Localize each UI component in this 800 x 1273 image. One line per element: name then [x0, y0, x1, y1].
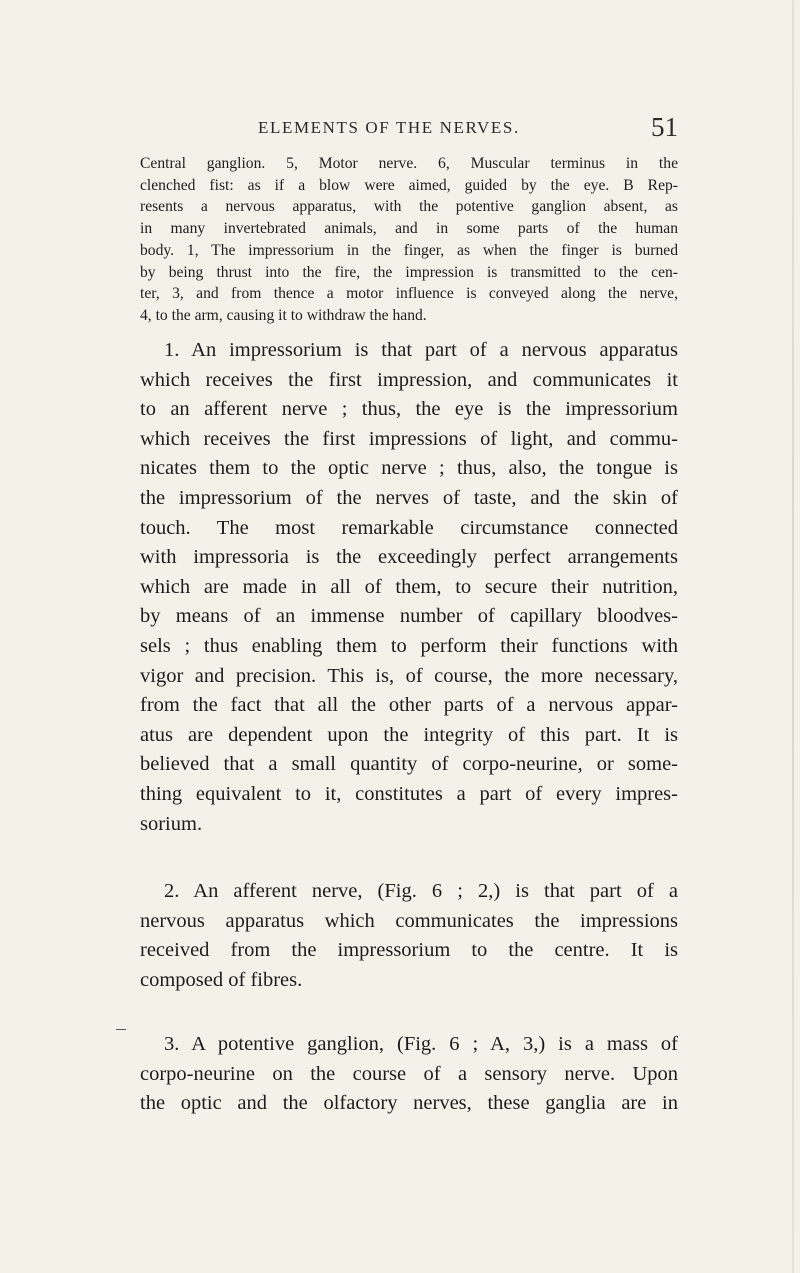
- paragraph-line: nicates them to the optic nerve ; thus, also, the tongue is: [140, 457, 678, 480]
- page-edge-shadow: [792, 0, 794, 1273]
- paragraph-line: composed of fibres.: [140, 968, 303, 991]
- paragraph-line: 2. An afferent nerve, (Fig. 6 ; 2,) is that part of a: [164, 880, 678, 902]
- caption-line: body. 1, The impressorium in the finger, as when the finger is burned: [140, 241, 678, 259]
- paragraph-line: with impressoria is the exceedingly perfect arrangements: [140, 546, 678, 569]
- paragraph-line: the impressorium of the nerves of taste, and the skin of: [140, 486, 678, 509]
- caption-line: ter, 3, and from thence a motor influence is conveyed along the nerve,: [140, 285, 678, 303]
- paragraph-line: nervous apparatus which communicates the impressions: [140, 909, 678, 932]
- paragraph-line: received from the impressorium to the centre. It is: [140, 939, 678, 962]
- caption-line: by being thrust into the fire, the impression is transmitted to the cen-: [140, 263, 678, 281]
- running-header: [140, 112, 678, 144]
- paragraph-line: sorium.: [140, 812, 203, 835]
- paragraph-line: touch. The most remarkable circumstance connected: [140, 516, 678, 539]
- caption-line: clenched fist: as if a blow were aimed, guided by the eye. B Rep-: [140, 176, 678, 194]
- paragraph-impressorium: [140, 336, 678, 839]
- paragraph-line: vigor and precision. This is, of course, the more necessary,: [140, 664, 678, 687]
- paragraph-line: to an afferent nerve ; thus, the eye is the impressorium: [140, 398, 678, 421]
- paragraph-line: 3. A potentive ganglion, (Fig. 6 ; A, 3,) is a mass of: [164, 1033, 678, 1055]
- paragraph-line: by means of an immense number of capillary bloodves-: [140, 605, 678, 628]
- figure-caption: [140, 153, 678, 327]
- paragraph-line: thing equivalent to it, constitutes a part of every impres-: [140, 782, 678, 805]
- caption-line: Central ganglion. 5, Motor nerve. 6, Muscular terminus in the: [140, 155, 678, 172]
- header-title: ELEMENTS OF THE NERVES.: [258, 118, 520, 137]
- paragraph-line: which are made in all of them, to secure their nutrition,: [140, 575, 678, 598]
- paragraph-line: which receives the first impression, and communicates it: [140, 368, 678, 391]
- caption-line: in many invertebrated animals, and in some parts of the human: [140, 220, 678, 238]
- paragraph-line: sels ; thus enabling them to perform their functions with: [140, 634, 678, 657]
- paragraph-potentive-ganglion: [140, 1030, 678, 1119]
- paragraph-line: the optic and the olfactory nerves, these ganglia are in: [140, 1092, 678, 1115]
- page-number: 51: [651, 112, 678, 142]
- paragraph-line: believed that a small quantity of corpo-neurine, or some-: [140, 753, 678, 776]
- paragraph-line: from the fact that all the other parts of a nervous appar-: [140, 694, 678, 717]
- caption-line: resents a nervous apparatus, with the potentive ganglion absent, as: [140, 198, 678, 216]
- paragraph-line: corpo-neurine on the course of a sensory nerve. Upon: [140, 1062, 678, 1085]
- margin-mark: [116, 1029, 126, 1030]
- paragraph-afferent-nerve: [140, 877, 678, 995]
- caption-line: 4, to the arm, causing it to withdraw the hand.: [140, 306, 427, 324]
- paragraph-line: which receives the first impressions of light, and commu-: [140, 427, 678, 450]
- paragraph-line: atus are dependent upon the integrity of this part. It is: [140, 723, 678, 746]
- paragraph-line: 1. An impressorium is that part of a nervous apparatus: [164, 339, 678, 361]
